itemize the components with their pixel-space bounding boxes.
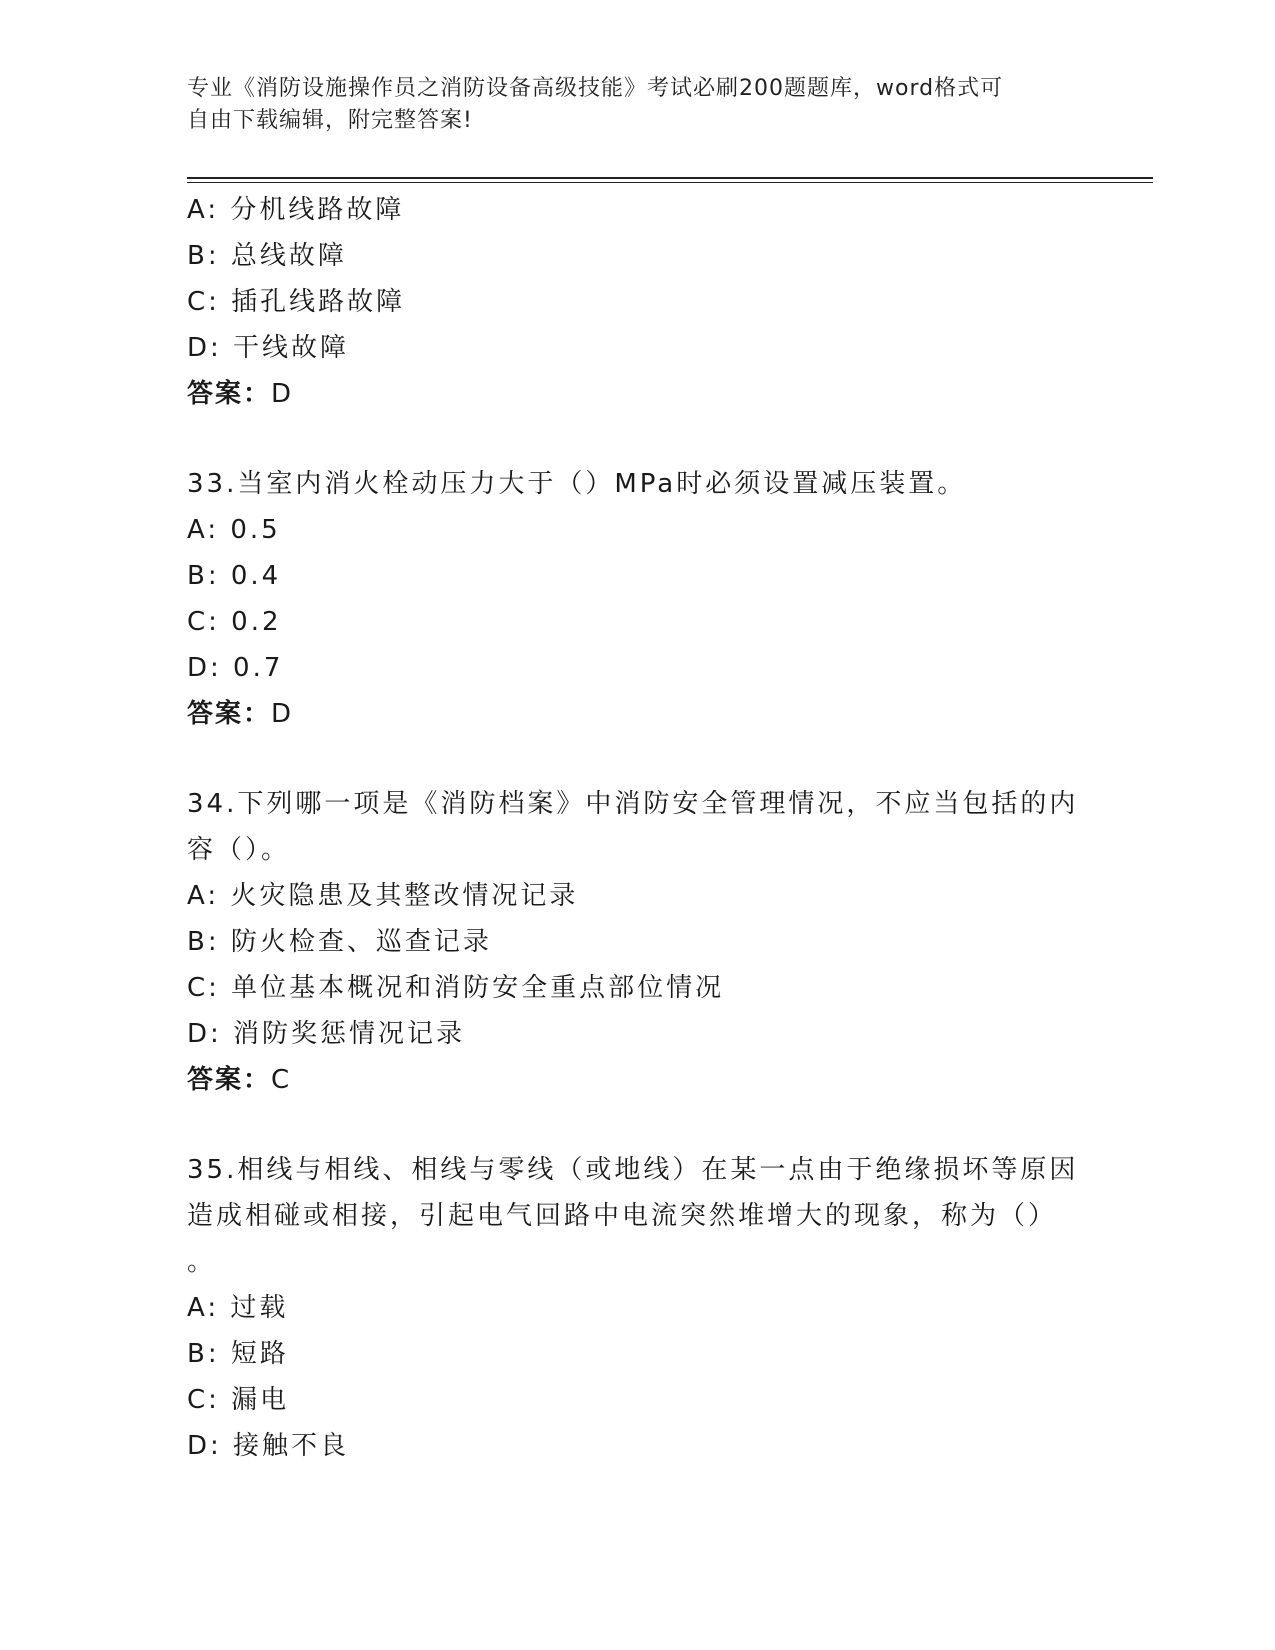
answer-label: 答案： bbox=[187, 699, 272, 729]
question-gap bbox=[187, 417, 1087, 461]
question-text-line-2: 容（）。 bbox=[187, 835, 291, 865]
header-line-2: 自由下载编辑，附完整答案! bbox=[187, 108, 473, 133]
option-b: B: 0.4 bbox=[187, 561, 282, 591]
question-text-line-1: 35.相线与相线、相线与零线（或地线）在某一点由于绝缘损坏等原因 bbox=[187, 1155, 1079, 1185]
question-35 bbox=[187, 1147, 1087, 1469]
question-text-line-3: 。 bbox=[187, 1247, 217, 1277]
option-a: A: 分机线路故障 bbox=[187, 195, 405, 225]
question-gap bbox=[187, 737, 1087, 781]
question-32 bbox=[187, 187, 1087, 417]
answer-line bbox=[187, 1057, 1087, 1103]
option-b: B: 短路 bbox=[187, 1339, 289, 1369]
header-divider-thin bbox=[187, 182, 1153, 183]
header-divider-thick bbox=[187, 177, 1153, 179]
answer-line bbox=[187, 371, 1087, 417]
option-b: B: 防火检查、巡查记录 bbox=[187, 927, 492, 957]
answer-value: C bbox=[271, 1065, 291, 1095]
question-gap bbox=[187, 1103, 1087, 1147]
question-33 bbox=[187, 461, 1087, 737]
question-text-line-2: 造成相碰或相接，引起电气回路中电流突然堆增大的现象，称为（） bbox=[187, 1201, 1058, 1231]
option-c: C: 0.2 bbox=[187, 607, 282, 637]
answer-value: D bbox=[271, 379, 293, 409]
option-c: C: 单位基本概况和消防安全重点部位情况 bbox=[187, 973, 725, 1003]
option-a: A: 0.5 bbox=[187, 515, 281, 545]
answer-line bbox=[187, 691, 1087, 737]
option-c: C: 漏电 bbox=[187, 1385, 290, 1415]
option-d: D: 干线故障 bbox=[187, 333, 350, 363]
option-a: A: 过载 bbox=[187, 1293, 289, 1323]
question-text-line-1: 34.下列哪一项是《消防档案》中消防安全管理情况，不应当包括的内 bbox=[187, 789, 1079, 819]
option-b: B: 总线故障 bbox=[187, 241, 347, 271]
question-34 bbox=[187, 781, 1087, 1103]
document-header bbox=[187, 73, 1087, 137]
option-d: D: 接触不良 bbox=[187, 1431, 350, 1461]
answer-value: D bbox=[271, 699, 293, 729]
option-a: A: 火灾隐患及其整改情况记录 bbox=[187, 881, 579, 911]
question-list bbox=[187, 187, 1087, 1469]
option-d: D: 0.7 bbox=[187, 653, 284, 683]
answer-label: 答案： bbox=[187, 1065, 272, 1095]
answer-label: 答案： bbox=[187, 379, 272, 409]
option-d: D: 消防奖惩情况记录 bbox=[187, 1019, 466, 1049]
question-text: 33.当室内消火栓动压力大于（）MPa时必须设置减压装置。 bbox=[187, 469, 967, 499]
option-c: C: 插孔线路故障 bbox=[187, 287, 406, 317]
header-line-1: 专业《消防设施操作员之消防设备高级技能》考试必刷200题题库，word格式可 bbox=[187, 76, 1004, 101]
